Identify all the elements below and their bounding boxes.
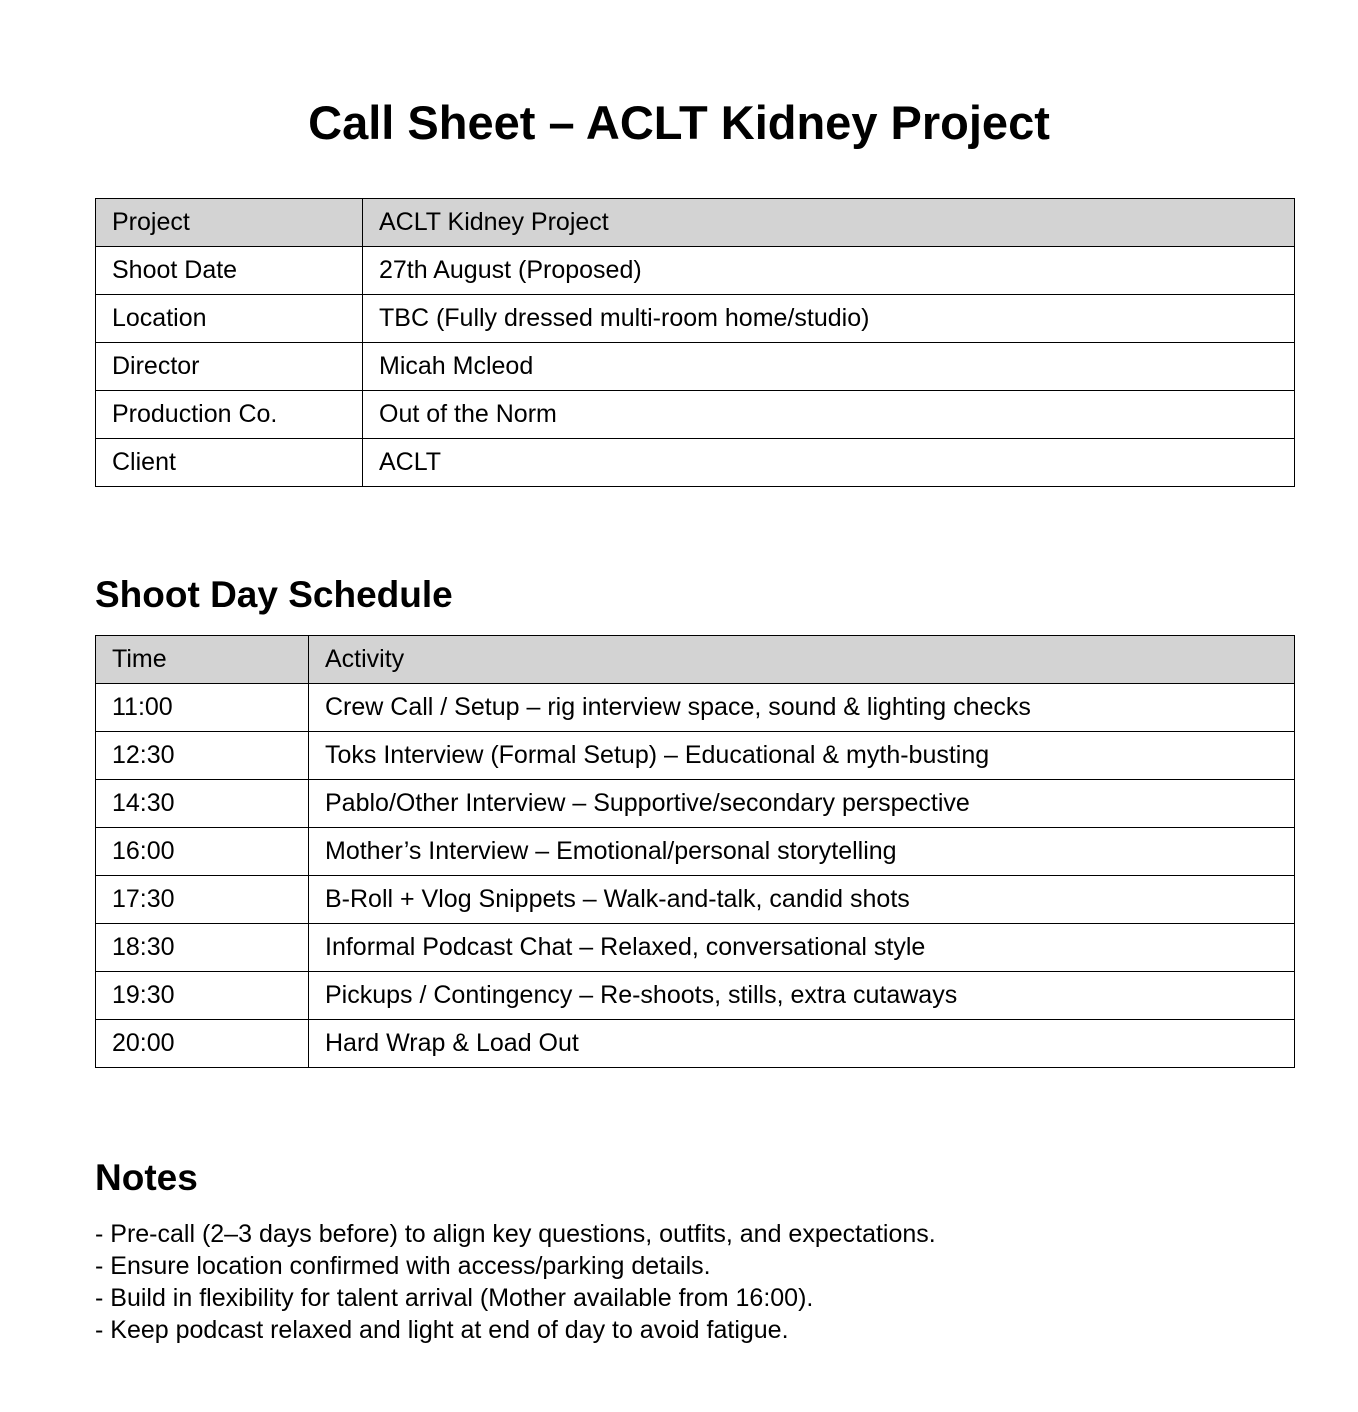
notes-list	[95, 1218, 936, 1346]
schedule-heading: Shoot Day Schedule	[95, 574, 453, 615]
schedule-row	[96, 780, 1295, 828]
note-item: - Pre-call (2–3 days before) to align key questions, outfits, and expectations.	[95, 1220, 936, 1248]
schedule-time: 12:30	[96, 732, 309, 780]
info-label: Shoot Date	[96, 247, 363, 295]
schedule-row	[96, 924, 1295, 972]
info-value: ACLT	[363, 439, 1295, 487]
info-value: ACLT Kidney Project	[363, 199, 1295, 247]
schedule-row	[96, 828, 1295, 876]
schedule-activity: Toks Interview (Formal Setup) – Educational & myth-busting	[309, 732, 1295, 780]
schedule-activity: Crew Call / Setup – rig interview space, sound & lighting checks	[309, 684, 1295, 732]
info-value: TBC (Fully dressed multi-room home/studio)	[363, 295, 1295, 343]
info-row-location	[96, 295, 1295, 343]
column-header-activity: Activity	[309, 636, 1295, 684]
info-value: Micah Mcleod	[363, 343, 1295, 391]
schedule-activity: Hard Wrap & Load Out	[309, 1020, 1295, 1068]
note-item: - Keep podcast relaxed and light at end of day to avoid fatigue.	[95, 1316, 789, 1344]
schedule-time: 20:00	[96, 1020, 309, 1068]
schedule-row	[96, 684, 1295, 732]
schedule-time: 18:30	[96, 924, 309, 972]
notes-heading: Notes	[95, 1157, 198, 1198]
schedule-row	[96, 732, 1295, 780]
info-row-director	[96, 343, 1295, 391]
schedule-row	[96, 1020, 1295, 1068]
info-label: Production Co.	[96, 391, 363, 439]
info-label: Project	[96, 199, 363, 247]
schedule-time: 17:30	[96, 876, 309, 924]
schedule-time: 14:30	[96, 780, 309, 828]
schedule-row	[96, 876, 1295, 924]
info-value: 27th August (Proposed)	[363, 247, 1295, 295]
schedule-header-row	[96, 636, 1295, 684]
info-label: Director	[96, 343, 363, 391]
info-row-production-co	[96, 391, 1295, 439]
schedule-activity: B-Roll + Vlog Snippets – Walk-and-talk, candid shots	[309, 876, 1295, 924]
info-row-shoot-date	[96, 247, 1295, 295]
schedule-time: 19:30	[96, 972, 309, 1020]
info-row-client	[96, 439, 1295, 487]
note-item: - Build in flexibility for talent arrival (Mother available from 16:00).	[95, 1284, 814, 1312]
schedule-activity: Pablo/Other Interview – Supportive/secondary perspective	[309, 780, 1295, 828]
info-label: Client	[96, 439, 363, 487]
schedule-activity: Pickups / Contingency – Re-shoots, stills, extra cutaways	[309, 972, 1295, 1020]
info-value: Out of the Norm	[363, 391, 1295, 439]
schedule-activity: Informal Podcast Chat – Relaxed, conversational style	[309, 924, 1295, 972]
note-item: - Ensure location confirmed with access/parking details.	[95, 1252, 711, 1280]
column-header-time: Time	[96, 636, 309, 684]
info-row-project	[96, 199, 1295, 247]
schedule-activity: Mother’s Interview – Emotional/personal storytelling	[309, 828, 1295, 876]
project-info-table	[95, 198, 1295, 487]
schedule-time: 16:00	[96, 828, 309, 876]
page-title: Call Sheet – ACLT Kidney Project	[308, 96, 1050, 149]
schedule-row	[96, 972, 1295, 1020]
schedule-time: 11:00	[96, 684, 309, 732]
schedule-table	[95, 635, 1295, 1068]
info-label: Location	[96, 295, 363, 343]
